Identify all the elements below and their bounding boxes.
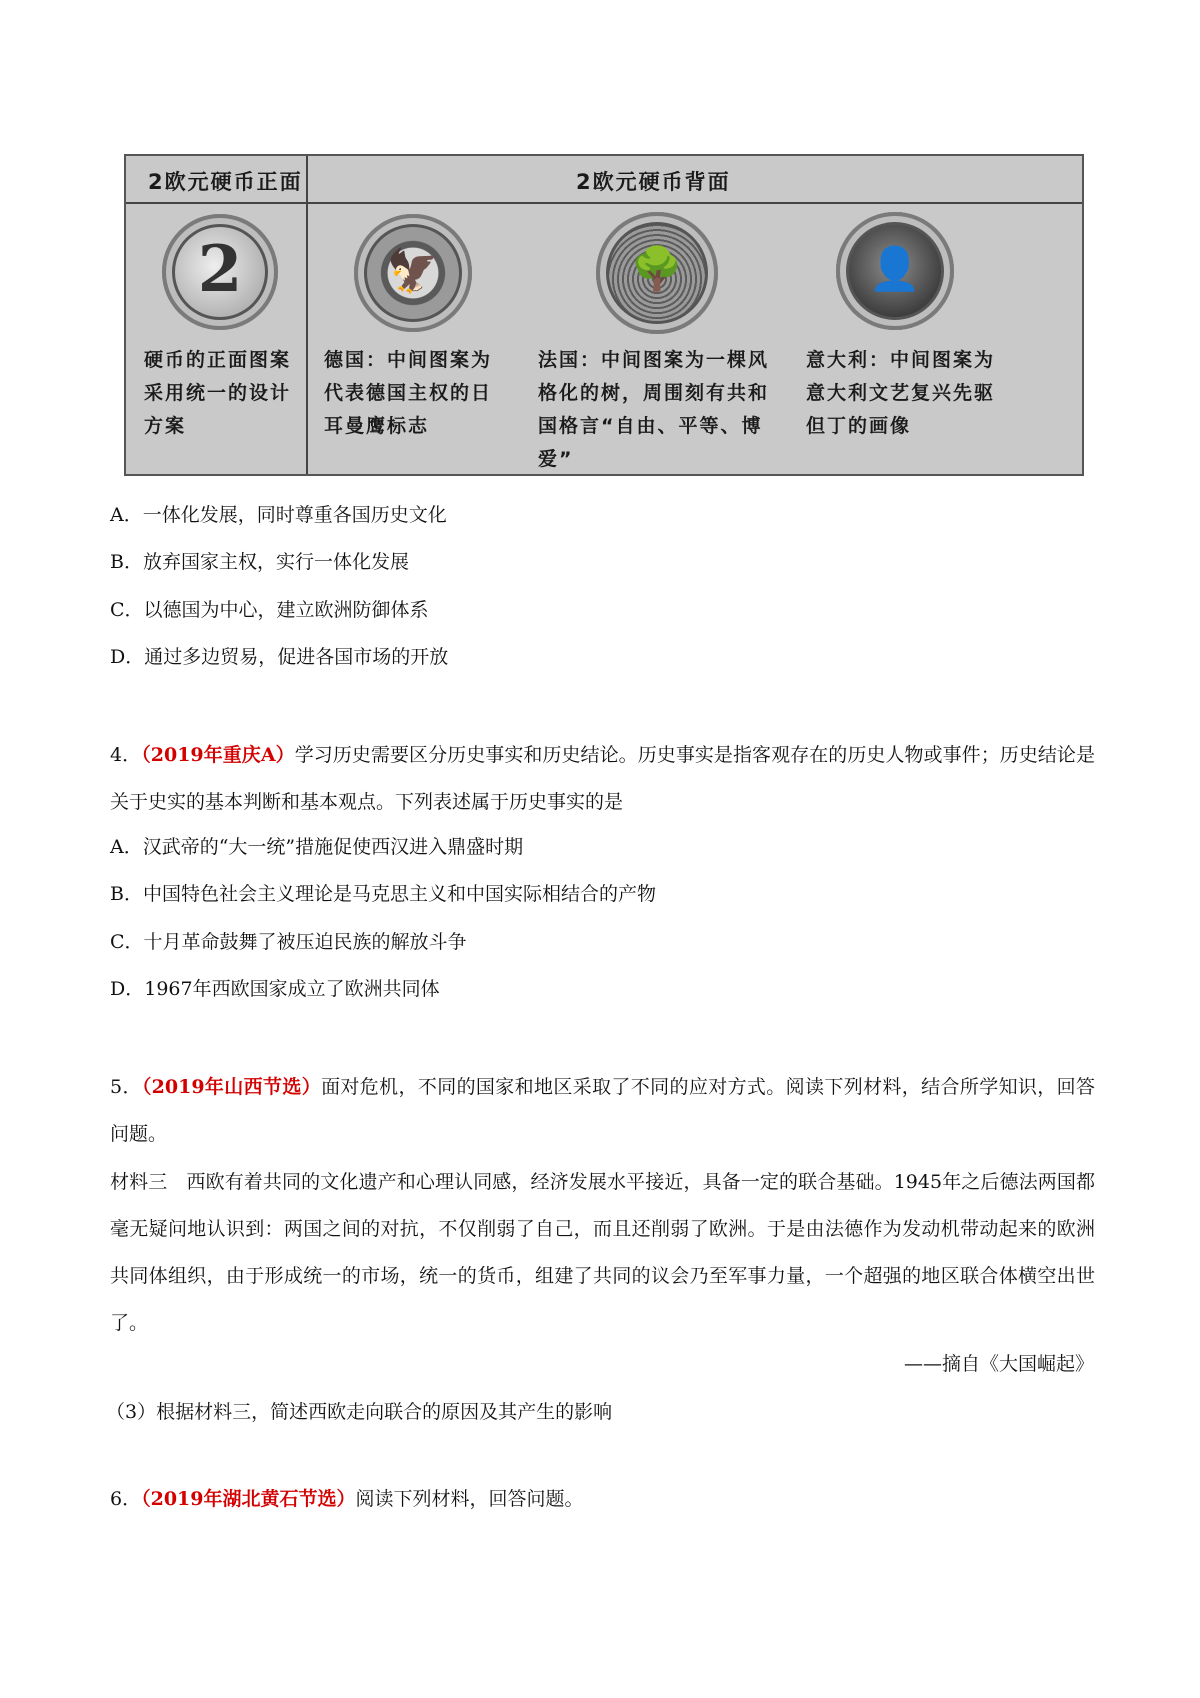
portrait-icon: 👤 — [868, 244, 922, 293]
q5-subquestion: （3）根据材料三，简述西欧走向联合的原因及其产生的影响 — [106, 1401, 613, 1423]
q6-source: （2019年湖北黄石节选） — [141, 1488, 356, 1510]
france-caption: 法国：中间图案为一棵风格化的树，周围刻有共和国格言“自由、平等、博爱” — [538, 349, 770, 470]
back-header: 2欧元硬币背面 — [576, 170, 731, 194]
euro-front-coin-image — [162, 214, 278, 330]
italy-caption: 意大利：中间图案为意大利文艺复兴先驱但丁的画像 — [806, 349, 996, 437]
italy-coin-image — [836, 212, 954, 330]
q6-stem-text: 阅读下列材料，回答问题。 — [355, 1488, 584, 1510]
germany-coin-image — [354, 214, 472, 332]
q4-option-d: D．1967年西欧国家成立了欧洲共同体 — [110, 978, 440, 1000]
q5-stem-text: 面对危机，不同的国家和地区采取了不同的应对方式。阅读下列材料，结合所学知识，回答问题。 — [110, 1076, 1095, 1145]
q6-stem — [110, 1487, 584, 1511]
q5-stem — [110, 1064, 1095, 1158]
q4-option-b: B．中国特色社会主义理论是马克思主义和中国实际相结合的产物 — [110, 883, 656, 905]
q5-citation: ——摘自《大国崛起》 — [903, 1353, 1094, 1375]
q4-number: 4． — [110, 744, 142, 766]
q5-source: （2019年山西节选） — [141, 1076, 322, 1098]
front-header: 2欧元硬币正面 — [148, 170, 303, 194]
q5-material: 材料三 西欧有着共同的文化遗产和心理认同感，经济发展水平接近，具备一定的联合基础。1945年之后德法两国都毫无疑问地认识到：两国之间的对抗，不仅削弱了自己，而且还削弱了欧洲。于是由法德作为发动机带动起来的欧洲共同体组织，由于形成统一的市场，统一的货币，组建了共同的议会乃至军事力量，一个超强的地区联合体横空出世了。 — [110, 1171, 1095, 1334]
germany-caption: 德国：中间图案为代表德国主权的日耳曼鹰标志 — [324, 349, 493, 437]
q4-stem — [110, 732, 1095, 826]
q6-number: 6． — [110, 1488, 142, 1510]
q4-option-c: C．十月革命鼓舞了被压迫民族的解放斗争 — [110, 931, 467, 953]
q5-number: 5． — [110, 1076, 142, 1098]
table-header-divider — [126, 202, 1082, 204]
q3-option-c: C．以德国为中心，建立欧洲防御体系 — [110, 599, 429, 621]
q4-source: （2019年重庆A） — [141, 744, 295, 766]
france-coin-image — [596, 212, 718, 334]
q3-option-b: B．放弃国家主权，实行一体化发展 — [110, 551, 409, 573]
q4-stem-text: 学习历史需要区分历史事实和历史结论。历史事实是指客观存在的历史人物或事件；历史结论是关于史实的基本判断和基本观点。下列表述属于历史事实的是 — [110, 744, 1095, 813]
tree-icon: 🌳 — [630, 244, 684, 293]
eagle-icon: 🦅 — [386, 246, 440, 295]
q3-option-d: D．通过多边贸易，促进各国市场的开放 — [110, 646, 449, 668]
table-column-divider — [306, 156, 308, 474]
coin-denomination-mark: 2 — [197, 232, 243, 307]
q4-option-a: A．汉武帝的“大一统”措施促使西汉进入鼎盛时期 — [110, 836, 524, 858]
q3-option-a: A．一体化发展，同时尊重各国历史文化 — [110, 504, 447, 526]
euro-coin-figure — [124, 154, 1084, 476]
front-caption: 硬币的正面图案采用统一的设计方案 — [144, 349, 292, 437]
